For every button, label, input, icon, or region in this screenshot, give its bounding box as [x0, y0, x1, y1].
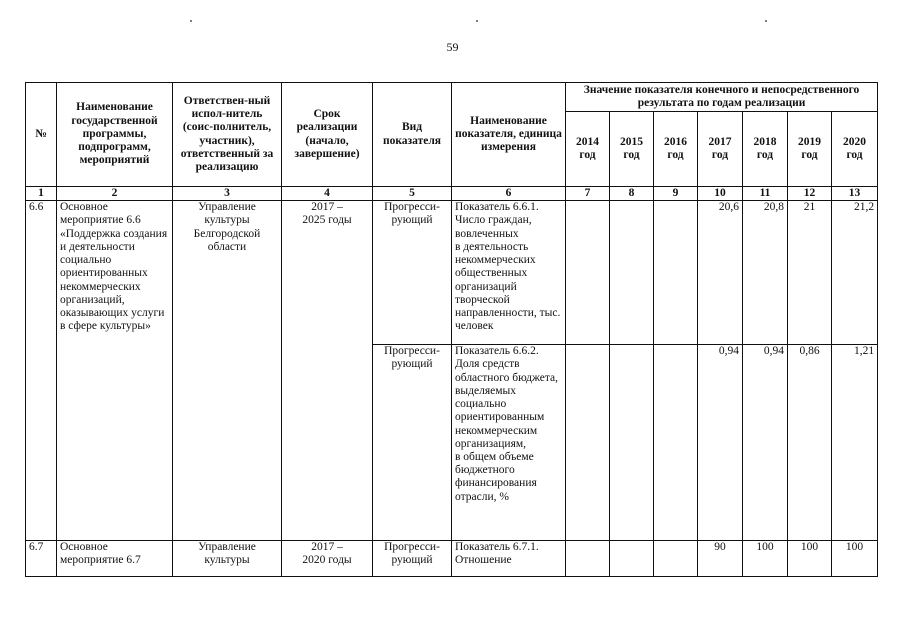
column-number: 1 — [26, 187, 57, 201]
value-cell: 0,94 — [698, 345, 743, 541]
table-row — [26, 541, 878, 577]
header-values-group: Значение показателя конечного и непосредственного результата по годам реализации — [566, 83, 878, 112]
header-year: 2020 год — [832, 112, 878, 187]
header-kind: Вид показателя — [373, 83, 452, 187]
indicator-table — [25, 82, 878, 577]
header-year: 2019 год — [788, 112, 832, 187]
column-number: 8 — [610, 187, 654, 201]
value-cell: 0,86 — [788, 345, 832, 541]
executor-name: Управление культуры — [173, 541, 282, 577]
header-year: 2014 год — [566, 112, 610, 187]
value-cell: 100 — [788, 541, 832, 577]
column-number: 10 — [698, 187, 743, 201]
value-cell — [610, 541, 654, 577]
indicator-name: Показатель 6.6.1. Число граждан, вовлеченных в деятельность некоммерческих общественных организаций творческой направленности, тыс. человек — [452, 201, 566, 345]
column-number: 5 — [373, 187, 452, 201]
header-program: Наименование государственной программы, подпрограмм, мероприятий — [57, 83, 173, 187]
period: 2017 – 2020 годы — [282, 541, 373, 577]
value-cell — [566, 201, 610, 345]
column-number: 3 — [173, 187, 282, 201]
header-executor: Ответствен-ный испол-нитель (соис-полнитель, участник), ответственный за реализацию — [173, 83, 282, 187]
column-number: 4 — [282, 187, 373, 201]
period: 2017 – 2025 годы — [282, 201, 373, 541]
header-indicator: Наименование показателя, единица измерения — [452, 83, 566, 187]
value-cell: 21,2 — [832, 201, 878, 345]
page-number: 59 — [446, 40, 459, 54]
value-cell — [654, 345, 698, 541]
scan-speck — [190, 20, 192, 22]
column-number: 12 — [788, 187, 832, 201]
value-cell: 100 — [743, 541, 788, 577]
row-number: 6.6 — [26, 201, 57, 541]
value-cell: 1,21 — [832, 345, 878, 541]
value-cell: 20,8 — [743, 201, 788, 345]
value-cell — [654, 541, 698, 577]
value-cell: 90 — [698, 541, 743, 577]
header-year: 2016 год — [654, 112, 698, 187]
indicator-name: Показатель 6.6.2. Доля средств областного бюджета, выделяемых социально ориентированным некоммерческим организациям, в общем объеме бюджетного финансирования отрасли, % — [452, 345, 566, 541]
value-cell: 0,94 — [743, 345, 788, 541]
table-row — [26, 201, 878, 345]
value-cell — [610, 201, 654, 345]
column-number: 13 — [832, 187, 878, 201]
column-number: 7 — [566, 187, 610, 201]
value-cell — [566, 541, 610, 577]
indicator-name: Показатель 6.7.1. Отношение — [452, 541, 566, 577]
column-number: 2 — [57, 187, 173, 201]
value-cell — [610, 345, 654, 541]
executor-name: Управление культуры Белгородской области — [173, 201, 282, 541]
header-year: 2017 год — [698, 112, 743, 187]
header-year: 2018 год — [743, 112, 788, 187]
header-period: Срок реализации (начало, завершение) — [282, 83, 373, 187]
value-cell: 20,6 — [698, 201, 743, 345]
header-no: № — [26, 83, 57, 187]
column-number: 6 — [452, 187, 566, 201]
value-cell: 21 — [788, 201, 832, 345]
indicator-kind: Прогресси-рующий — [373, 201, 452, 345]
program-name: Основное мероприятие 6.7 — [57, 541, 173, 577]
column-number: 9 — [654, 187, 698, 201]
value-cell — [566, 345, 610, 541]
scan-speck — [765, 20, 767, 22]
scan-speck — [476, 20, 478, 22]
program-name: Основное мероприятие 6.6 «Поддержка создания и деятельности социально ориентированных некоммерческих организаций, оказывающих услуги в сфере культуры» — [57, 201, 173, 541]
indicator-kind: Прогресси-рующий — [373, 345, 452, 541]
column-number: 11 — [743, 187, 788, 201]
header-year: 2015 год — [610, 112, 654, 187]
value-cell — [654, 201, 698, 345]
row-number: 6.7 — [26, 541, 57, 577]
column-number-row — [26, 187, 878, 201]
value-cell: 100 — [832, 541, 878, 577]
indicator-kind: Прогресси-рующий — [373, 541, 452, 577]
